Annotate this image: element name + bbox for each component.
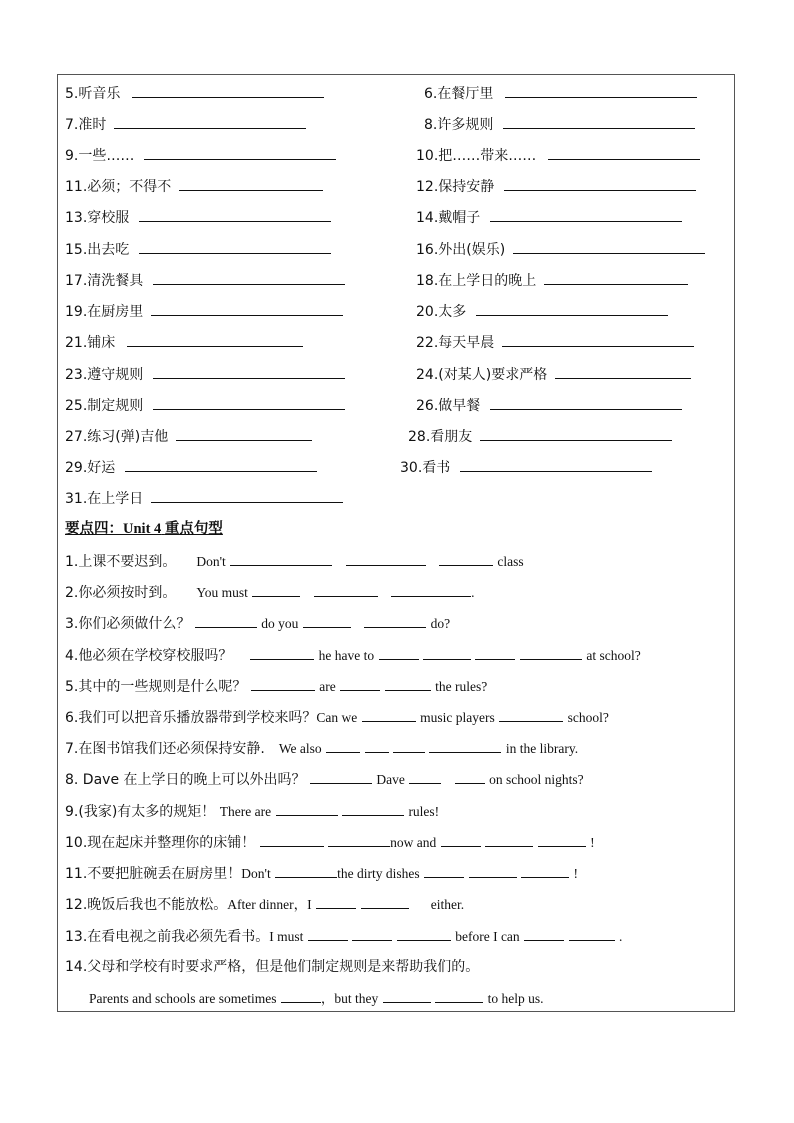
vocab-item: 9.一些…… (65, 146, 336, 165)
answer-blank[interactable] (153, 271, 345, 285)
answer-blank[interactable] (364, 614, 426, 628)
vocab-item: 11.必须；不得不 (65, 177, 323, 196)
answer-blank[interactable] (538, 833, 586, 847)
vocab-item: 18.在上学日的晚上 (416, 271, 688, 290)
answer-blank[interactable] (455, 770, 485, 784)
vocab-item: 26.做早餐 (416, 396, 682, 415)
answer-blank[interactable] (176, 427, 312, 441)
answer-blank[interactable] (548, 146, 700, 160)
sentence-item: 2.你必须按时到。 You must . (65, 585, 475, 601)
answer-blank[interactable] (310, 770, 372, 784)
vocab-item: 21.铺床 (65, 333, 303, 352)
sentence-item: 3.你们必须做什么？ do you do? (65, 616, 451, 632)
sentence-item: 1.上课不要迟到。 Don't class (65, 554, 524, 570)
sentence-item: 7.在图书馆我们还必须保持安静. We also in the library. (65, 741, 579, 757)
answer-blank[interactable] (429, 739, 501, 753)
answer-blank[interactable] (555, 365, 691, 379)
sentence-item: 4.他必须在学校穿校服吗？ he have to at school? (65, 648, 641, 664)
vocab-item: 8.许多规则 (424, 115, 695, 134)
answer-blank[interactable] (342, 802, 404, 816)
answer-blank[interactable] (144, 146, 336, 160)
vocab-item: 22.每天早晨 (416, 333, 694, 352)
answer-blank[interactable] (521, 864, 569, 878)
vocab-item: 24.(对某人)要求严格 (416, 365, 691, 384)
answer-blank[interactable] (328, 833, 390, 847)
vocab-item: 19.在厨房里 (65, 302, 343, 321)
answer-blank[interactable] (569, 927, 615, 941)
answer-blank[interactable] (503, 115, 695, 129)
answer-blank[interactable] (139, 208, 331, 222)
sentence-item: 11.不要把脏碗丢在厨房里！Don't the dirty dishes ! (65, 866, 578, 882)
answer-blank[interactable] (326, 739, 360, 753)
answer-blank[interactable] (151, 489, 343, 503)
vocab-item: 10.把……带来…… (416, 146, 700, 165)
vocab-item: 14.戴帽子 (416, 208, 682, 227)
answer-blank[interactable] (490, 396, 682, 410)
vocab-item: 20.太多 (416, 302, 668, 321)
answer-blank[interactable] (303, 614, 351, 628)
answer-blank[interactable] (490, 208, 682, 222)
answer-blank[interactable] (314, 583, 378, 597)
answer-blank[interactable] (132, 84, 324, 98)
answer-blank[interactable] (281, 989, 321, 1003)
answer-blank[interactable] (362, 708, 416, 722)
answer-blank[interactable] (346, 552, 426, 566)
vocab-item: 27.练习(弹)吉他 (65, 427, 312, 446)
sentence-item: 8. Dave 在上学日的晚上可以外出吗？ Dave on school nights? (65, 772, 584, 788)
answer-blank[interactable] (275, 864, 337, 878)
vocab-item: 29.好运 (65, 458, 317, 477)
answer-blank[interactable] (230, 552, 332, 566)
answer-blank[interactable] (499, 708, 563, 722)
answer-blank[interactable] (393, 739, 425, 753)
vocab-item: 25.制定规则 (65, 396, 345, 415)
answer-blank[interactable] (276, 802, 338, 816)
vocab-item: 15.出去吃 (65, 240, 331, 259)
sentence-item: 12.晚饭后我也不能放松。After dinner，I either. (65, 897, 465, 913)
answer-blank[interactable] (114, 115, 306, 129)
answer-blank[interactable] (383, 989, 431, 1003)
answer-blank[interactable] (520, 646, 582, 660)
answer-blank[interactable] (251, 677, 315, 691)
answer-blank[interactable] (361, 895, 409, 909)
answer-blank[interactable] (476, 302, 668, 316)
sentence-item: 5.其中的一些规则是什么呢？ are the rules? (65, 679, 488, 695)
vocab-item: 6.在餐厅里 (424, 84, 697, 103)
answer-blank[interactable] (485, 833, 533, 847)
answer-blank[interactable] (424, 864, 464, 878)
answer-blank[interactable] (260, 833, 324, 847)
answer-blank[interactable] (480, 427, 672, 441)
answer-blank[interactable] (125, 458, 317, 472)
answer-blank[interactable] (352, 927, 392, 941)
answer-blank[interactable] (502, 333, 694, 347)
answer-blank[interactable] (544, 271, 688, 285)
answer-blank[interactable] (340, 677, 380, 691)
answer-blank[interactable] (469, 864, 517, 878)
answer-blank[interactable] (423, 646, 471, 660)
sentence-item: 6.我们可以把音乐播放器带到学校来吗？Can we music players school? (65, 710, 609, 726)
answer-blank[interactable] (513, 240, 705, 254)
vocab-item: 28.看朋友 (408, 427, 672, 446)
vocab-item: 17.清洗餐具 (65, 271, 345, 290)
answer-blank[interactable] (524, 927, 564, 941)
vocab-item: 5.听音乐 (65, 84, 324, 103)
answer-blank[interactable] (127, 333, 303, 347)
answer-blank[interactable] (153, 365, 345, 379)
answer-blank[interactable] (435, 989, 483, 1003)
answer-blank[interactable] (179, 177, 323, 191)
sentence-item: Parents and schools are sometimes ，but they to help us. (89, 991, 544, 1006)
answer-blank[interactable] (139, 240, 331, 254)
answer-blank[interactable] (365, 739, 389, 753)
answer-blank[interactable] (379, 646, 419, 660)
answer-blank[interactable] (385, 677, 431, 691)
answer-blank[interactable] (397, 927, 451, 941)
sentence-item: 13.在看电视之前我必须先看书。I must before I can . (65, 929, 623, 945)
answer-blank[interactable] (460, 458, 652, 472)
answer-blank[interactable] (153, 396, 345, 410)
vocab-item: 23.遵守规则 (65, 365, 345, 384)
answer-blank[interactable] (505, 84, 697, 98)
answer-blank[interactable] (439, 552, 493, 566)
answer-blank[interactable] (316, 895, 356, 909)
answer-blank[interactable] (504, 177, 696, 191)
answer-blank[interactable] (308, 927, 348, 941)
answer-blank[interactable] (151, 302, 343, 316)
vocab-item: 16.外出(娱乐) (416, 240, 705, 259)
answer-blank[interactable] (195, 614, 257, 628)
answer-blank[interactable] (475, 646, 515, 660)
vocab-item: 31.在上学日 (65, 489, 343, 508)
sentence-item: 14.父母和学校有时要求严格，但是他们制定规则是来帮助我们的。 (65, 959, 480, 975)
answer-blank[interactable] (409, 770, 441, 784)
vocab-item: 12.保持安静 (416, 177, 696, 196)
answer-blank[interactable] (250, 646, 314, 660)
vocab-item: 13.穿校服 (65, 208, 331, 227)
answer-blank[interactable] (441, 833, 481, 847)
answer-blank[interactable] (391, 583, 471, 597)
sentence-item: 10.现在起床并整理你的床铺！ now and ! (65, 835, 595, 851)
sentence-item: 9.(我家)有太多的规矩！ There are rules! (65, 804, 440, 820)
section-heading: 要点四：Unit 4 重点句型 (65, 521, 223, 537)
vocab-item: 30.看书 (400, 458, 652, 477)
vocab-item: 7.准时 (65, 115, 306, 134)
answer-blank[interactable] (252, 583, 300, 597)
